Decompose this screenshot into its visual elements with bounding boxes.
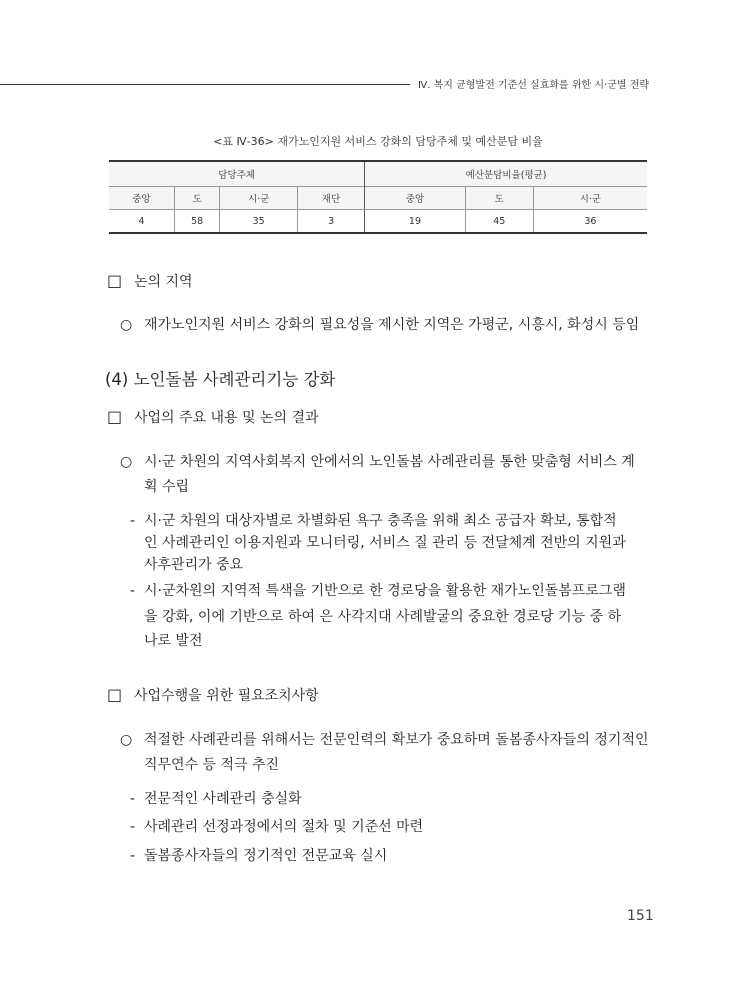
table-cell: 4	[109, 210, 174, 234]
paragraph-line: 시·군차원의 지역적 특색을 기반으로 한 경로당을 활용한 재가노인돌봄프로그램	[144, 583, 626, 599]
paragraph-line: 전문적인 사례관리 충실화	[144, 791, 302, 807]
paragraph-line: 인 사례관리인 이용지원과 모니터링, 서비스 질 관리 등 전달체계 전반의 지원과	[144, 535, 626, 551]
circle-bullet: ○	[120, 732, 133, 748]
circle-bullet: ○	[120, 317, 133, 333]
paragraph-line: 사후관리가 중요	[144, 557, 244, 573]
table-cell: 3	[298, 210, 365, 234]
section-heading-4: (4) 노인돌봄 사례관리기능 강화	[105, 370, 336, 389]
dash-bullet: -	[130, 791, 136, 807]
table-cell: 35	[220, 210, 298, 234]
paragraph-line: 획 수립	[144, 479, 190, 495]
table-cell: 19	[365, 210, 466, 234]
paragraph-line: 시·군 차원의 지역사회복지 안에서의 노인돌봄 사례관리를 통한 맞춤형 서비스 계	[144, 454, 635, 470]
paragraph-line: 적절한 사례관리를 위해서는 전문인력의 확보가 중요하며 돌봄종사자들의 정기적인	[144, 732, 649, 748]
table-group-header: 담당주체	[109, 161, 365, 187]
table-cell: 45	[465, 210, 533, 234]
paragraph-line: 나로 발전	[144, 633, 203, 649]
dash-bullet: -	[130, 848, 136, 864]
dash-bullet: -	[130, 513, 136, 529]
table-cell: 58	[174, 210, 219, 234]
section-title-required-actions: 사업수행을 위한 필요조치사항	[134, 688, 319, 704]
table-column-header: 시·군	[220, 187, 298, 210]
discussion-area-text: 재가노인지원 서비스 강화의 필요성을 제시한 지역은 가평군, 시흥시, 화성시 등임	[144, 317, 640, 333]
dash-bullet: -	[130, 583, 136, 599]
table-column-header: 도	[174, 187, 219, 210]
table-column-header: 중앙	[365, 187, 466, 210]
square-bullet: □	[107, 407, 123, 426]
table-column-header: 중앙	[109, 187, 174, 210]
page-number: 151	[627, 908, 654, 924]
paragraph-line: 을 강화, 이에 기반으로 하여 은 사각지대 사례발굴의 중요한 경로당 기능 중 하	[144, 609, 622, 625]
table-group-header: 예산분담비율(평균)	[365, 161, 647, 187]
paragraph-line: 사례관리 선정과정에서의 절차 및 기준선 마련	[144, 819, 424, 835]
table-group-header-row	[109, 161, 647, 187]
running-header: Ⅳ. 복지 균형발전 기준선 실효화를 위한 시·군별 전략	[418, 80, 650, 91]
paragraph-line: 돌봄종사자들의 정기적인 전문교육 실시	[144, 848, 388, 864]
header-rule	[0, 84, 410, 85]
paragraph-line: 시·군 차원의 대상자별로 차별화된 욕구 충족을 위해 최소 공급자 확보, 통합적	[144, 513, 617, 529]
table-row	[109, 210, 647, 234]
square-bullet: □	[107, 271, 123, 290]
section-title-main-content: 사업의 주요 내용 및 논의 결과	[134, 410, 319, 426]
circle-bullet: ○	[120, 454, 133, 470]
table-column-header-row	[109, 187, 647, 210]
table-column-header: 재단	[298, 187, 365, 210]
square-bullet: □	[107, 685, 123, 704]
table-cell: 36	[533, 210, 647, 234]
table-column-header: 도	[465, 187, 533, 210]
budget-table	[109, 160, 647, 234]
table-column-header: 시·군	[533, 187, 647, 210]
section-title-discussion-area: 논의 지역	[134, 274, 193, 290]
dash-bullet: -	[130, 819, 136, 835]
table-caption: <표 Ⅳ-36> 재가노인지원 서비스 강화의 담당주체 및 예산분담 비율	[213, 135, 543, 148]
paragraph-line: 직무연수 등 적극 추진	[144, 757, 280, 773]
